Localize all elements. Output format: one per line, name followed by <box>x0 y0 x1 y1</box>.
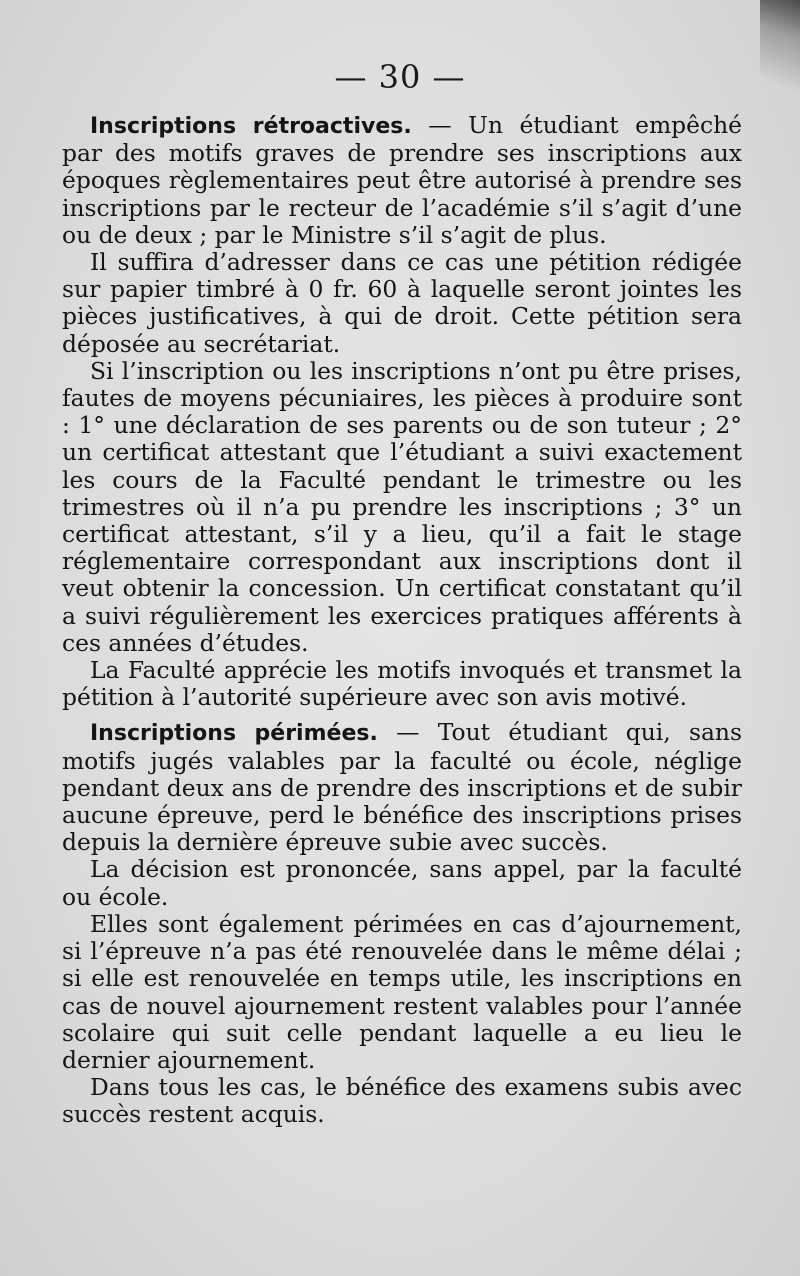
section-heading-perimees: Inscriptions périmées. <box>90 721 378 747</box>
paragraph: Dans tous les cas, le bénéfice des examens subis avec succès restent acquis. <box>62 1073 742 1129</box>
section-heading-retroactive: Inscriptions rétroactives. <box>90 114 412 139</box>
paragraph: Si l’inscription ou les inscriptions n’ont pu être prises, fautes de moyens pécuniaires, les pièces à produire sont : 1° une déclaration de ses parents ou de son tuteur ; 2° un certificat attestant que l’étudiant a suivi exactement les cours de la Faculté pendant le trimestre ou les trimestres où il n’a pu prendre les inscriptions ; 3° un certificat attestant, s’il y a lieu, qu’il a fait le stage réglementaire correspondant aux inscriptions dont il veut obtenir la concession. Un certificat constatant qu’il a suivi régulièrement les exercices pratiques afférents à ces années d’études. <box>62 356 742 657</box>
paragraph: La décision est prononcée, sans appel, par la faculté ou école. <box>62 855 742 911</box>
page-number: — 30 — <box>334 58 466 96</box>
paragraph: Elles sont également périmées en cas d’ajournement, si l’épreuve n’a pas été renouvelée dans le même délai ; si elle est renouvelée en temps utile, les inscriptions en cas de nouvel ajournement restent valables pour l’année scolaire qui suit celle pendant laquelle a eu lieu le dernier ajournement. <box>62 909 742 1074</box>
paragraph <box>62 719 742 856</box>
paragraph-text: — Un étudiant empêché par des motifs graves de prendre ses inscriptions aux époques règlementaires peut être autorisé à prendre ses inscriptions par le recteur de l’académie s’il s’agit d’une ou de deux ; par le Ministre s’il s’agit de plus. <box>62 111 742 249</box>
paragraph <box>62 112 742 249</box>
paragraph: Il suffira d’adresser dans ce cas une pétition rédigée sur papier timbré à 0 fr. 60 à laquelle seront jointes les pièces justificatives, à qui de droit. Cette pétition sera déposée au secrétariat. <box>62 248 742 358</box>
paragraph: La Faculté apprécie les motifs invoqués et transmet la pétition à l’autorité supérieure avec son avis motivé. <box>62 656 742 712</box>
page-body <box>62 112 742 1129</box>
paragraph-text: — Tout étudiant qui, sans motifs jugés valables par la faculté ou école, néglige pendant deux ans de prendre des inscriptions et de subir aucune épreuve, perd le bénéfice des inscriptions prises depuis la dernière épreuve subie avec succès. <box>62 718 742 857</box>
